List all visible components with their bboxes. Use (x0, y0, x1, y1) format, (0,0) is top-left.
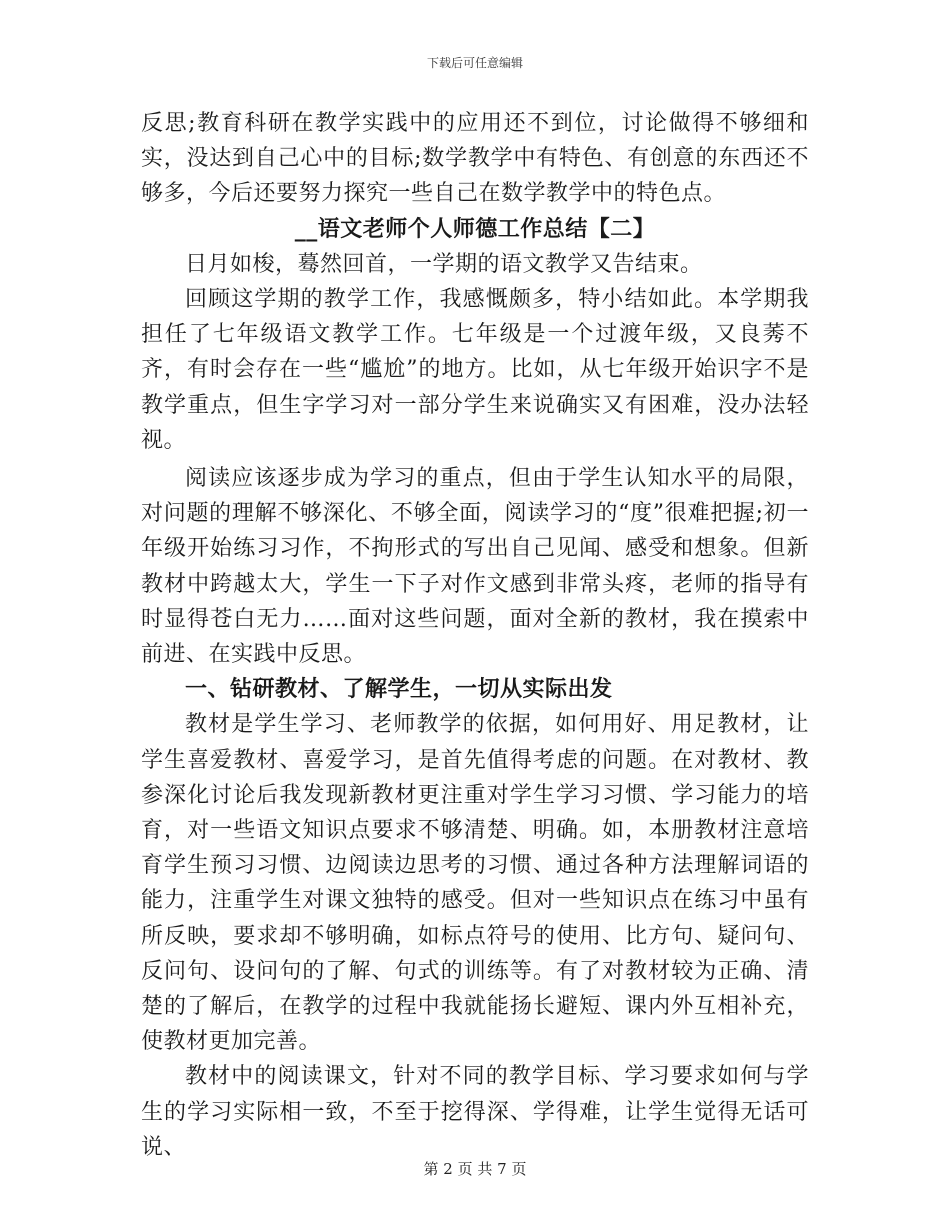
paragraph-5: 教材中的阅读课文，针对不同的教学目标、学习要求如何与学生的学习实际相一致，不至于挖得深、学得难，让学生觉得无话可说、 (141, 1064, 809, 1160)
paragraph-3: 阅读应该逐步成为学习的重点，但由于学生认知水平的局限，对问题的理解不够深化、不够全面，阅读学习的“度”很难把握;初一年级开始练习习作，不拘形式的写出自己见闻、感受和想象。但新教材中跨越太大，学生一下子对作文感到非常头疼，老师的指导有时显得苍白无力……面对这些问题，面对全新的教材，我在摸索中前进、在实践中反思。 (141, 466, 809, 668)
document-body (141, 106, 809, 1165)
continuation-paragraph: 反思;教育科研在教学实践中的应用还不到位，讨论做得不够细和实，没达到自己心中的目标;数学教学中有特色、有创意的东西还不够多，今后还要努力探究一些自己在数学教学中的特色点。 (141, 111, 809, 207)
heading-1: 一、钻研教材、了解学生，一切从实际出发 (185, 676, 613, 703)
paragraph-1: 日月如梭，蓦然回首，一学期的语文教学又告结束。 (185, 251, 703, 277)
paragraph-4: 教材是学生学习、老师教学的依据，如何用好、用足教材，让学生喜爱教材、喜爱学习，是首先值得考虑的问题。在对教材、教参深化讨论后我发现新教材更注重对学生学习习惯、学习能力的培育，对一些语文知识点要求不够清楚、明确。如，本册教材注意培育学生预习习惯、边阅读边思考的习惯、通过各种方法理解词语的能力，注重学生对课文独特的感受。但对一些知识点在练习中虽有所反映，要求却不够明确，如标点符号的使用、比方句、疑问句、反问句、设问句的了解、句式的训练等。有了对教材较为正确、清楚的了解后，在教学的过程中我就能扬长避短、课内外互相补充，使教材更加完善。 (141, 712, 809, 1055)
paragraph-2: 回顾这学期的教学工作，我感慨颇多，特小结如此。本学期我担任了七年级语文教学工作。七年级是一个过渡年级，又良莠不齐，有时会存在一些“尴尬”的地方。比如，从七年级开始识字不是教学重点，但生字学习对一部分学生来说确实又有困难，没办法轻视。 (141, 287, 809, 453)
section-title: __语文老师个人师德工作总结【二】 (294, 215, 656, 242)
page-header: 下载后可任意编辑 (426, 56, 523, 70)
page-footer: 第 2 页 共 7 页 (423, 1160, 527, 1178)
